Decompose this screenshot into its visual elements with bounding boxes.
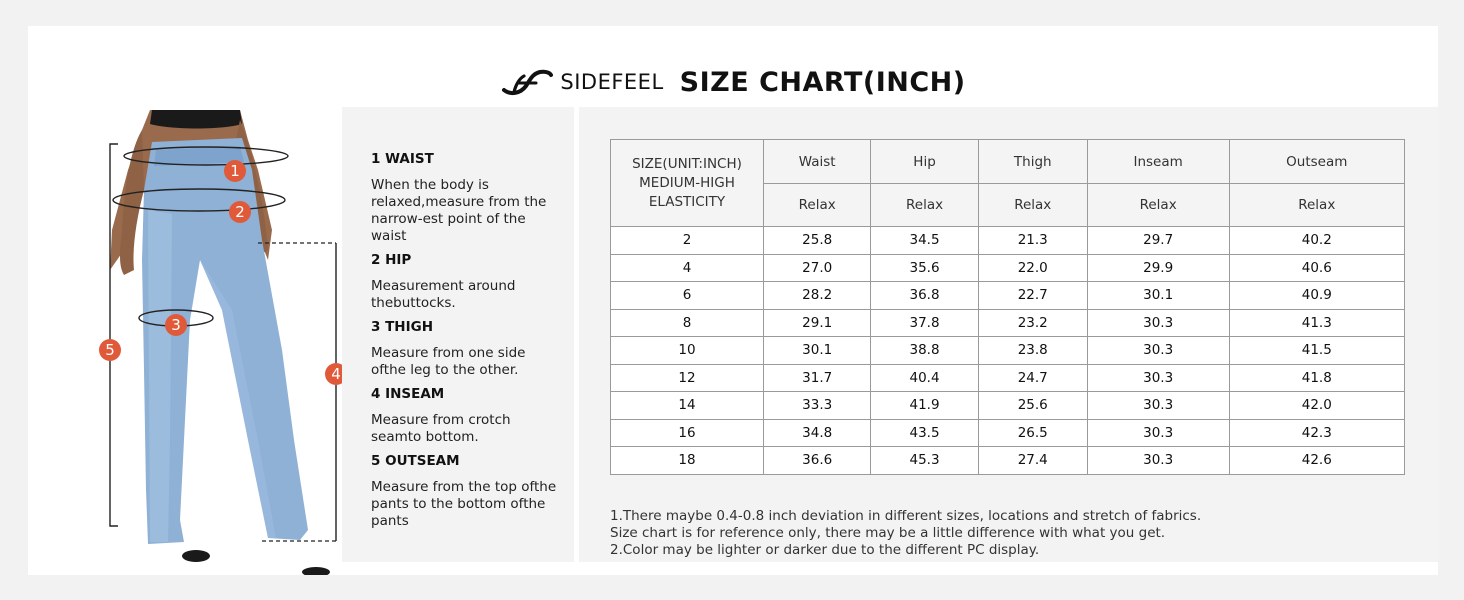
- guide-inseam: [371, 386, 561, 446]
- cell-hip: 35.6: [871, 254, 978, 282]
- cell-thigh: 26.5: [978, 419, 1087, 447]
- guide-text: Measure from one side ofthe leg to the other.: [371, 345, 526, 378]
- cell-thigh: 22.7: [978, 282, 1087, 310]
- cell-outseam: 42.0: [1229, 392, 1404, 420]
- cell-waist: 27.0: [764, 254, 871, 282]
- cell-thigh: 22.0: [978, 254, 1087, 282]
- cell-inseam: 30.1: [1087, 282, 1229, 310]
- size-table: [610, 139, 1405, 475]
- cell-size: 2: [611, 227, 764, 255]
- cell-hip: 34.5: [871, 227, 978, 255]
- cell-inseam: 29.9: [1087, 254, 1229, 282]
- cell-inseam: 30.3: [1087, 447, 1229, 475]
- page-title: SIZE CHART(INCH): [679, 66, 966, 98]
- guide-text: When the body is relaxed,measure from the narrow-est point of the waist: [371, 177, 547, 244]
- marker-thigh: [165, 314, 187, 336]
- cell-size: 10: [611, 337, 764, 365]
- column-header-hip: Hip: [871, 140, 978, 184]
- cell-size: 16: [611, 419, 764, 447]
- notes: [610, 508, 1410, 559]
- table-row: [611, 309, 1405, 337]
- cell-waist: 28.2: [764, 282, 871, 310]
- marker-inseam: [325, 363, 342, 385]
- subheader-waist: Relax: [764, 184, 871, 227]
- size-column-header: [611, 140, 764, 227]
- cell-waist: 31.7: [764, 364, 871, 392]
- subheader-inseam: Relax: [1087, 184, 1229, 227]
- svg-text:1: 1: [230, 162, 240, 180]
- cell-outseam: 40.6: [1229, 254, 1404, 282]
- subheader-thigh: Relax: [978, 184, 1087, 227]
- sidefeel-logo-icon: [500, 68, 554, 96]
- guide-outseam: [371, 453, 561, 530]
- column-header-thigh: Thigh: [978, 140, 1087, 184]
- cell-thigh: 21.3: [978, 227, 1087, 255]
- marker-hip: [229, 201, 251, 223]
- cell-waist: 30.1: [764, 337, 871, 365]
- size-header-line: MEDIUM-HIGH: [639, 174, 735, 191]
- cell-waist: 25.8: [764, 227, 871, 255]
- svg-text:5: 5: [105, 341, 115, 359]
- cell-inseam: 30.3: [1087, 337, 1229, 365]
- column-header-outseam: Outseam: [1229, 140, 1404, 184]
- column-header-waist: Waist: [764, 140, 871, 184]
- marker-outseam: [99, 339, 121, 361]
- cell-outseam: 41.3: [1229, 309, 1404, 337]
- column-header-inseam: Inseam: [1087, 140, 1229, 184]
- guide-title: 3 THIGH: [371, 319, 434, 335]
- guide-text: Measurement around thebuttocks.: [371, 278, 516, 311]
- size-header-line: ELASTICITY: [648, 193, 726, 210]
- cell-thigh: 27.4: [978, 447, 1087, 475]
- guide-title: 2 HIP: [371, 252, 412, 268]
- table-row: [611, 447, 1405, 475]
- cell-waist: 36.6: [764, 447, 871, 475]
- table-row: [611, 254, 1405, 282]
- cell-size: 18: [611, 447, 764, 475]
- table-row: [611, 282, 1405, 310]
- cell-thigh: 23.8: [978, 337, 1087, 365]
- svg-text:2: 2: [235, 203, 245, 221]
- subheader-hip: Relax: [871, 184, 978, 227]
- table-row: [611, 364, 1405, 392]
- cell-outseam: 41.5: [1229, 337, 1404, 365]
- cell-thigh: 23.2: [978, 309, 1087, 337]
- brand: [500, 68, 663, 96]
- cell-thigh: 24.7: [978, 364, 1087, 392]
- table-header-row: [611, 140, 1405, 184]
- marker-waist: [224, 160, 246, 182]
- cell-thigh: 25.6: [978, 392, 1087, 420]
- cell-inseam: 30.3: [1087, 419, 1229, 447]
- guide-title: 4 INSEAM: [371, 386, 445, 402]
- cell-hip: 43.5: [871, 419, 978, 447]
- cell-hip: 37.8: [871, 309, 978, 337]
- note-line: 2.Color may be lighter or darker due to the different PC display.: [610, 542, 1040, 558]
- cell-outseam: 42.6: [1229, 447, 1404, 475]
- cell-size: 12: [611, 364, 764, 392]
- header: [28, 62, 1438, 102]
- svg-text:4: 4: [331, 365, 341, 383]
- cell-hip: 36.8: [871, 282, 978, 310]
- size-header-line: SIZE(UNIT:INCH): [632, 155, 742, 172]
- guide-hip: [371, 252, 561, 312]
- brand-name: SIDEFEEL: [560, 70, 664, 94]
- cell-inseam: 29.7: [1087, 227, 1229, 255]
- cell-outseam: 40.9: [1229, 282, 1404, 310]
- cell-inseam: 30.3: [1087, 309, 1229, 337]
- cell-outseam: 40.2: [1229, 227, 1404, 255]
- guide-text: Measure from the top ofthe pants to the bottom ofthe pants: [371, 479, 557, 529]
- size-chart-card: [28, 26, 1438, 575]
- table-row: [611, 392, 1405, 420]
- cell-waist: 34.8: [764, 419, 871, 447]
- cell-inseam: 30.3: [1087, 364, 1229, 392]
- cell-inseam: 30.3: [1087, 392, 1229, 420]
- cell-size: 8: [611, 309, 764, 337]
- svg-text:3: 3: [171, 316, 181, 334]
- guide-waist: [371, 151, 561, 245]
- guide-text: Measure from crotch seamto bottom.: [371, 412, 511, 445]
- guide-title: 5 OUTSEAM: [371, 453, 460, 469]
- cell-hip: 40.4: [871, 364, 978, 392]
- cell-hip: 38.8: [871, 337, 978, 365]
- cell-waist: 29.1: [764, 309, 871, 337]
- cell-size: 4: [611, 254, 764, 282]
- table-row: [611, 227, 1405, 255]
- cell-hip: 45.3: [871, 447, 978, 475]
- guide-title: 1 WAIST: [371, 151, 434, 167]
- cell-waist: 33.3: [764, 392, 871, 420]
- table-row: [611, 337, 1405, 365]
- cell-outseam: 41.8: [1229, 364, 1404, 392]
- cell-size: 14: [611, 392, 764, 420]
- subheader-outseam: Relax: [1229, 184, 1404, 227]
- model-figure: [72, 110, 342, 575]
- measurement-guide: [342, 107, 574, 562]
- note-line: 1.There maybe 0.4-0.8 inch deviation in different sizes, locations and stretch of fabrics.: [610, 508, 1202, 524]
- note-line: Size chart is for reference only, there may be a little difference with what you get.: [610, 525, 1166, 541]
- cell-outseam: 42.3: [1229, 419, 1404, 447]
- cell-hip: 41.9: [871, 392, 978, 420]
- cell-size: 6: [611, 282, 764, 310]
- guide-thigh: [371, 319, 561, 379]
- size-table-panel: [579, 107, 1438, 562]
- table-row: [611, 419, 1405, 447]
